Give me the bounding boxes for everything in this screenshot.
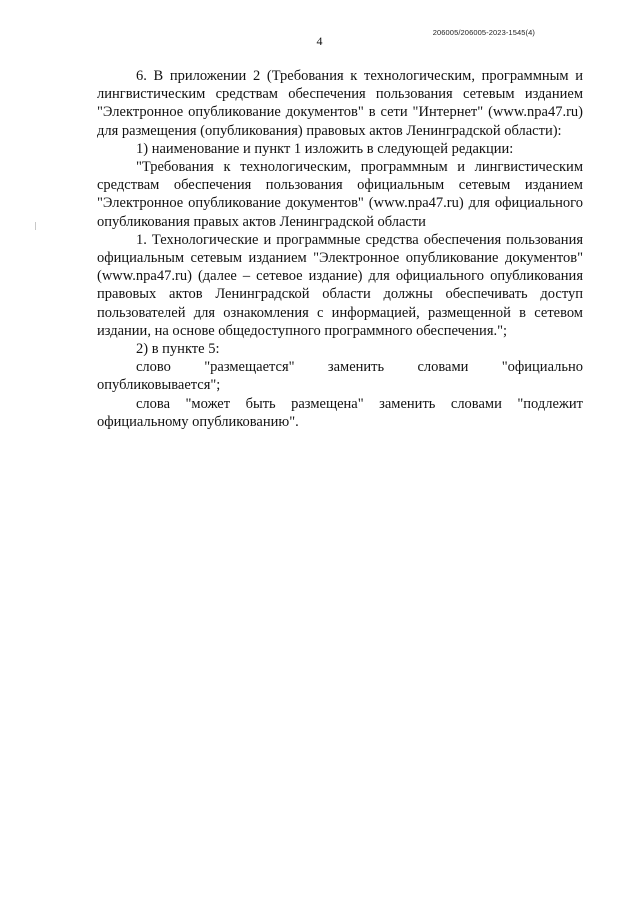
margin-mark [35,222,36,230]
paragraph-replace-word: слово "размещается" заменить словами "официально опубликовывается"; [97,359,583,394]
paragraph-new-point-1: 1. Технологические и программные средства обеспечения пользования официальным сетевым изданием "Электронное опубликование документов" (www.npa47.ru) (далее – сетевое издание) для официального опубликования правовых актов Ленинградской области должны обеспечивать доступ пользователей для ознакомления с информацией, размещенной в сетевом издании, на основе общедоступного программного обеспечения."; [97,231,583,339]
paragraph-subitem-2: 2) в пункте 5: [136,341,220,358]
paragraph-replace-words: слова "может быть размещена" заменить словами "подлежит официальному опубликованию". [97,395,583,430]
page-number: 4 [316,34,323,48]
paragraph-new-title: "Требования к технологическим, программным и лингвистическим средствам обеспечения пользования официальным сетевым изданием "Электронное опубликование документов" (www.npa47.ru) для официального опубликования правых актов Ленинградской области [97,159,583,230]
document-body [97,67,583,431]
document-code: 206005/206005-2023-1545(4) [432,28,535,37]
paragraph-subitem-1: 1) наименование и пункт 1 изложить в следующей редакции: [136,140,514,157]
paragraph-item-6: 6. В приложении 2 (Требования к технологическим, программным и лингвистическим средствам обеспечения пользования сетевым изданием "Электронное опубликование документов" в сети "Интернет" (www.npa47.ru) для размещения (опубликования) правовых актов Ленинградской области): [97,68,583,139]
